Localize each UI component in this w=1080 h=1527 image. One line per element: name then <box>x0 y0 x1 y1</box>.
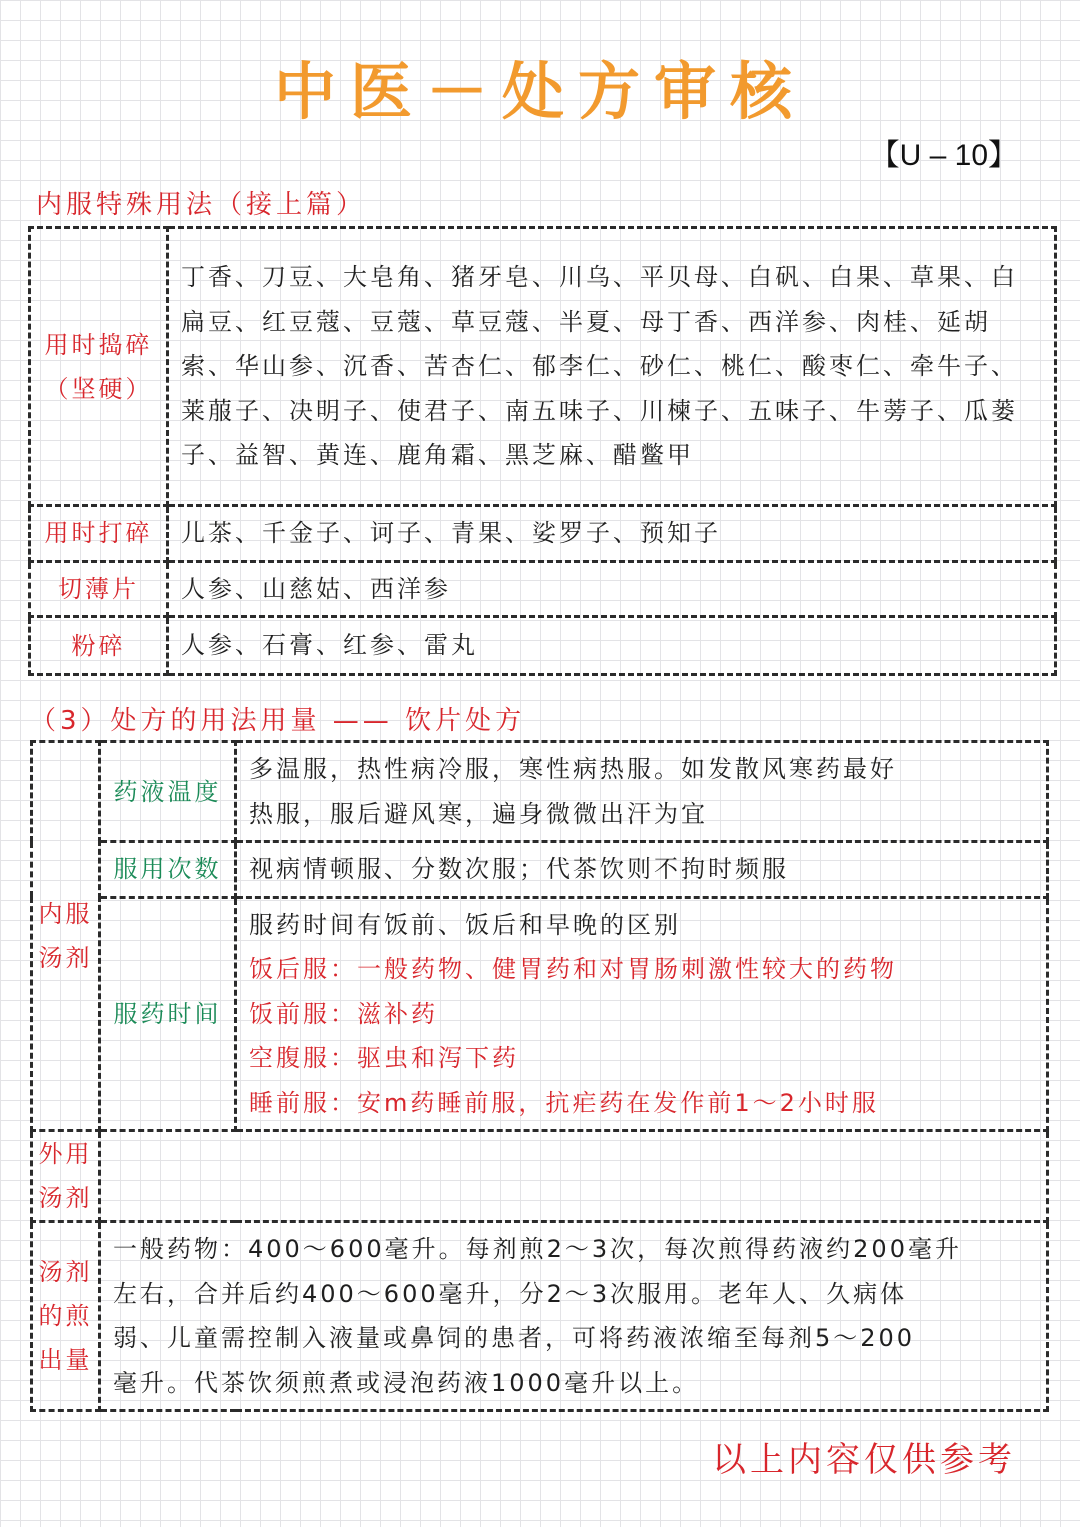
category-label: 用时捣碎 <box>44 330 153 359</box>
category-label: 外用 <box>38 1140 93 1168</box>
category-note: （坚硬） <box>44 374 153 403</box>
timing-item: 饭前服：滋补药 <box>249 999 438 1028</box>
sub-category-timing: 服药时间 <box>100 897 236 1131</box>
table-row <box>32 897 1048 1131</box>
category-break-when-used: 用时打碎 <box>30 506 168 562</box>
category-label: 的煎 <box>38 1302 93 1330</box>
decoction-content <box>100 1222 1048 1411</box>
category-label: 汤剂 <box>38 1258 93 1286</box>
timing-item: 空腹服：驱虫和泻下药 <box>249 1044 519 1072</box>
category-label: 出量 <box>38 1346 93 1374</box>
herb-list: 人参、山慈姑、西洋参 <box>168 561 1056 617</box>
table-row <box>30 228 1056 506</box>
table-row <box>32 742 1048 842</box>
category-crush-when-used <box>30 228 168 506</box>
herb-list: 人参、石膏、红参、雷丸 <box>168 617 1056 675</box>
dosage-table <box>30 740 1049 1412</box>
category-external-decoction <box>32 1131 100 1222</box>
section2-heading: （3）处方的用法用量 —— 饮片处方 <box>30 706 526 736</box>
sub-category-frequency: 服用次数 <box>100 842 236 898</box>
document-code: 【U – 10】 <box>869 139 1018 172</box>
text-line: 热服，服后避风寒，遍身微微出汗为宜 <box>249 799 708 828</box>
text-line: 多温服，热性病冷服，寒性病热服。如发散风寒药最好 <box>249 755 897 783</box>
temperature-content <box>236 742 1048 842</box>
category-thin-slice: 切薄片 <box>30 561 168 617</box>
table-row <box>30 617 1056 675</box>
footer-disclaimer: 以上内容仅供参考 <box>712 1440 1016 1480</box>
category-label: 汤剂 <box>38 944 93 972</box>
category-decoction-volume <box>32 1222 100 1411</box>
herb-list: 儿茶、千金子、诃子、青果、娑罗子、预知子 <box>168 506 1056 562</box>
frequency-content: 视病情顿服、分数次服；代茶饮则不拘时频服 <box>236 842 1048 898</box>
external-content-empty <box>100 1131 1048 1222</box>
text-line: 一般药物：400～600毫升。每剂煎2～3次，每次煎得药液约200毫升 <box>113 1235 962 1263</box>
table-row <box>30 561 1056 617</box>
category-label: 汤剂 <box>38 1184 93 1212</box>
text-line: 毫升。代茶饮须煎煮或浸泡药液1000毫升以上。 <box>113 1368 700 1397</box>
category-label: 内服 <box>38 900 93 928</box>
text-line: 弱、儿童需控制入液量或鼻饲的患者，可将药液浓缩至每剂5～200 <box>113 1324 916 1352</box>
text-line: 服药时间有饭前、饭后和早晚的区别 <box>249 910 681 939</box>
table-row <box>30 506 1056 562</box>
table-row <box>32 1222 1048 1411</box>
section1-heading: 内服特殊用法（接上篇） <box>36 190 367 220</box>
special-usage-table <box>28 226 1057 676</box>
table-row <box>32 842 1048 898</box>
text-line: 左右，合并后约400～600毫升，分2～3次服用。老年人、久病体 <box>113 1279 908 1308</box>
timing-item: 饭后服：一般药物、健胃药和对胃肠刺激性较大的药物 <box>249 955 897 983</box>
timing-item: 睡前服：安m药睡前服，抗疟药在发作前1～2小时服 <box>249 1088 879 1117</box>
timing-content <box>236 897 1048 1131</box>
herb-list: 丁香、刀豆、大皂角、猪牙皂、川乌、平贝母、白矾、白果、草果、白扁豆、红豆蔻、豆蔻、草豆蔻、半夏、母丁香、西洋参、肉桂、延胡索、华山参、沉香、苦杏仁、郁李仁、砂仁、桃仁、酸枣仁、牵牛子、莱菔子、决明子、使君子、南五味子、川楝子、五味子、牛蒡子、瓜蒌子、益智、黄连、鹿角霜、黑芝麻、醋鳖甲 <box>168 228 1056 506</box>
category-oral-decoction <box>32 742 100 1131</box>
page-title: 中医－处方审核 <box>273 55 806 128</box>
category-pulverize: 粉碎 <box>30 617 168 675</box>
sub-category-temperature: 药液温度 <box>100 742 236 842</box>
table-row <box>32 1131 1048 1222</box>
